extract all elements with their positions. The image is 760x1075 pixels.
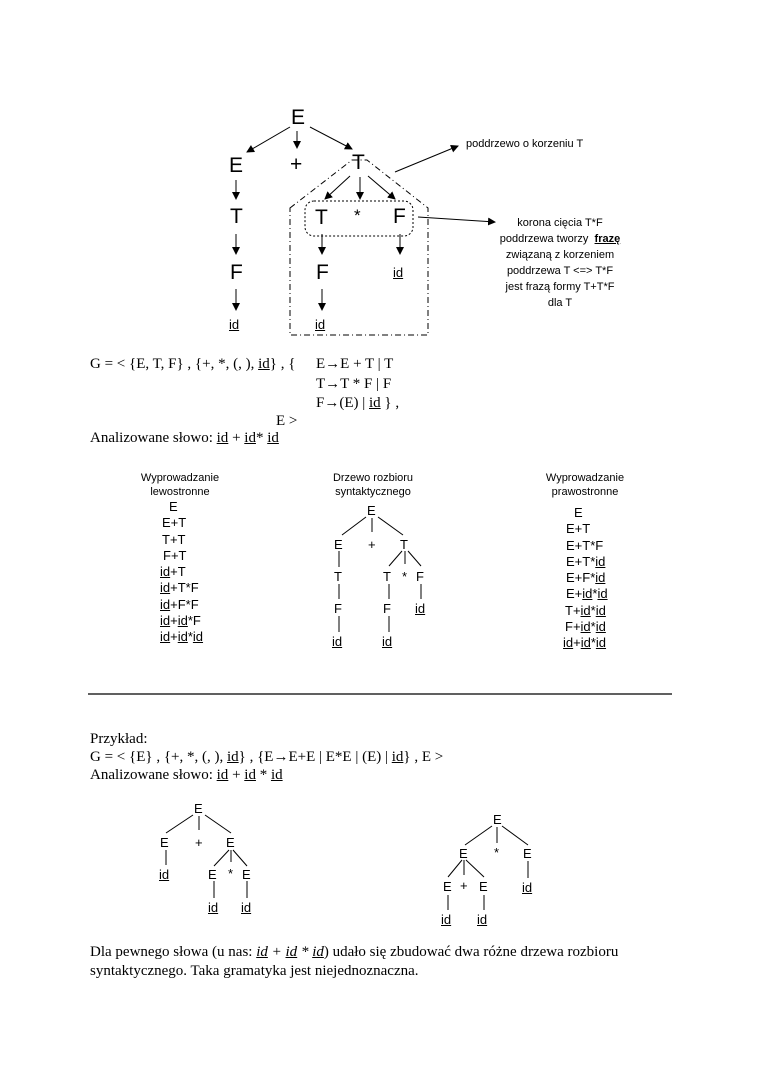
top-node-t-right: T bbox=[352, 151, 365, 174]
tree-b-plus: + bbox=[460, 878, 468, 893]
top-node-id-mid: id bbox=[315, 317, 326, 332]
right-derivation bbox=[563, 505, 608, 652]
crown-note-line: poddrzewa T <=> T*F bbox=[506, 265, 614, 277]
left-derivation-title: Wyprowadzanie lewostronne bbox=[140, 472, 220, 498]
conclusion-line1: Dla pewnego słowa (u nas: id + id * id) udało się zbudować dwa różne drzewa rozbioru bbox=[90, 944, 619, 960]
top-node-f-inner: F bbox=[393, 205, 406, 228]
crown-note-line: dla T bbox=[547, 297, 573, 309]
mid-node-plus: + bbox=[368, 537, 376, 552]
parse-tree-title: Drzewo rozbioru syntaktycznego bbox=[332, 472, 414, 498]
subtree-cut-outline bbox=[290, 160, 428, 335]
tree-b-root: E bbox=[493, 812, 502, 827]
tree-b-e2: E bbox=[523, 846, 532, 861]
derivation-step: E+T bbox=[566, 521, 591, 537]
top-node-id-right: id bbox=[393, 265, 404, 280]
derivation-step: F+T bbox=[163, 547, 187, 563]
derivation-step: E+T*F bbox=[566, 537, 604, 553]
tree-b-id1: id bbox=[441, 912, 452, 927]
derivation-step: E+F*id bbox=[566, 570, 606, 586]
tree-a-e2: E bbox=[226, 835, 235, 850]
mid-node-star: * bbox=[402, 569, 408, 584]
example-heading: Przykład: bbox=[90, 731, 148, 747]
conclusion bbox=[90, 943, 618, 981]
tree-b-id3: id bbox=[522, 880, 533, 895]
top-tree-arrows bbox=[236, 127, 495, 310]
tree-b-e4: E bbox=[479, 879, 488, 894]
crown-note-line: związaną z korzeniem bbox=[505, 249, 615, 261]
tree-b-e3: E bbox=[443, 879, 452, 894]
grammar1-closing: E > bbox=[276, 413, 298, 429]
tree-a-e3: E bbox=[208, 867, 217, 882]
top-node-t-inner: T bbox=[315, 206, 328, 229]
crown-note-line: jest frazą formy T+T*F bbox=[505, 281, 615, 293]
mid-node-t: T bbox=[400, 537, 408, 552]
mid-node-f: F bbox=[416, 569, 424, 584]
grammar1-rule1: E→E + T | T bbox=[316, 356, 394, 372]
top-node-id-left: id bbox=[229, 317, 240, 332]
tree-b-id2: id bbox=[477, 912, 488, 927]
left-derivation bbox=[160, 499, 203, 646]
derivation-step: T+id*id bbox=[565, 602, 606, 618]
top-node-root: E bbox=[291, 106, 306, 129]
grammar1-rule2: T→T * F | F bbox=[316, 376, 392, 392]
mid-tree-lines bbox=[339, 517, 421, 632]
fraza-emphasis: frazę bbox=[594, 233, 621, 245]
derivation-step: id+T*F bbox=[160, 580, 199, 596]
conclusion-line2: syntaktycznego. Taka gramatyka jest niejednoznaczna. bbox=[90, 963, 419, 979]
top-node-plus: + bbox=[290, 153, 303, 176]
tree-a-star: * bbox=[228, 866, 234, 881]
tree-a-e1: E bbox=[160, 835, 169, 850]
derivation-step: E+T bbox=[162, 515, 187, 531]
derivation-step: id+id*F bbox=[160, 613, 201, 629]
right-derivation-title: Wyprowadzanie prawostronne bbox=[545, 472, 625, 498]
mid-node-root: E bbox=[367, 503, 376, 518]
derivation-step: id+F*F bbox=[160, 596, 199, 612]
tree-a-root: E bbox=[194, 801, 203, 816]
tree-a-lines bbox=[166, 815, 247, 898]
derivation-step: E+id*id bbox=[566, 586, 608, 602]
tree-a-plus: + bbox=[195, 835, 203, 850]
top-node-e-left: E bbox=[229, 154, 244, 177]
grammar1-rule3: F→(E) | id } , bbox=[316, 395, 400, 411]
derivation-step: id+id*id bbox=[160, 629, 204, 645]
mid-node-id2: id bbox=[382, 634, 393, 649]
mid-node-f3: F bbox=[383, 601, 391, 616]
derivation-step: id+T bbox=[160, 564, 186, 580]
derivation-step: E bbox=[574, 505, 583, 520]
derivation-step: F+id*id bbox=[565, 619, 606, 635]
analyzed-word-1: Analizowane słowo: id + id* id bbox=[90, 430, 279, 446]
mid-node-e: E bbox=[334, 537, 343, 552]
mid-node-id3: id bbox=[415, 601, 426, 616]
derivation-step: E+T*id bbox=[566, 553, 606, 569]
tree-a-id1: id bbox=[159, 867, 170, 882]
tree-b-lines bbox=[448, 826, 528, 910]
analyzed-word-2: Analizowane słowo: id + id * id bbox=[90, 767, 283, 783]
mid-node-t3: T bbox=[383, 569, 391, 584]
tree-b-e1: E bbox=[459, 846, 468, 861]
grammar2: G = < {E} , {+, *, (, ), id} , {E→E+E | E*E | (E) | id} , E > bbox=[90, 749, 444, 765]
tree-a-e4: E bbox=[242, 867, 251, 882]
tree-a-id3: id bbox=[241, 900, 252, 915]
mid-node-id1: id bbox=[332, 634, 343, 649]
derivation-step: id+id*id bbox=[563, 635, 607, 651]
tree-a-id2: id bbox=[208, 900, 219, 915]
mid-node-f2: F bbox=[334, 601, 342, 616]
top-node-t-left: T bbox=[230, 205, 243, 228]
crown-note-line: korona cięcia T*F bbox=[517, 217, 603, 229]
derivation-step: T+T bbox=[162, 531, 186, 547]
top-node-f-mid: F bbox=[316, 261, 329, 284]
top-node-f-left: F bbox=[230, 261, 243, 284]
mid-node-t2: T bbox=[334, 569, 342, 584]
crown-note bbox=[470, 215, 650, 311]
crown-note-line: poddrzewa tworzy frazę bbox=[499, 233, 621, 245]
subtree-label: poddrzewo o korzeniu T bbox=[466, 138, 584, 150]
tree-b-star: * bbox=[494, 845, 500, 860]
derivation-step: E bbox=[169, 499, 178, 514]
grammar1-line1: G = < {E, T, F} , {+, *, (, ), id} , { bbox=[90, 356, 296, 372]
top-node-star: * bbox=[354, 206, 361, 225]
